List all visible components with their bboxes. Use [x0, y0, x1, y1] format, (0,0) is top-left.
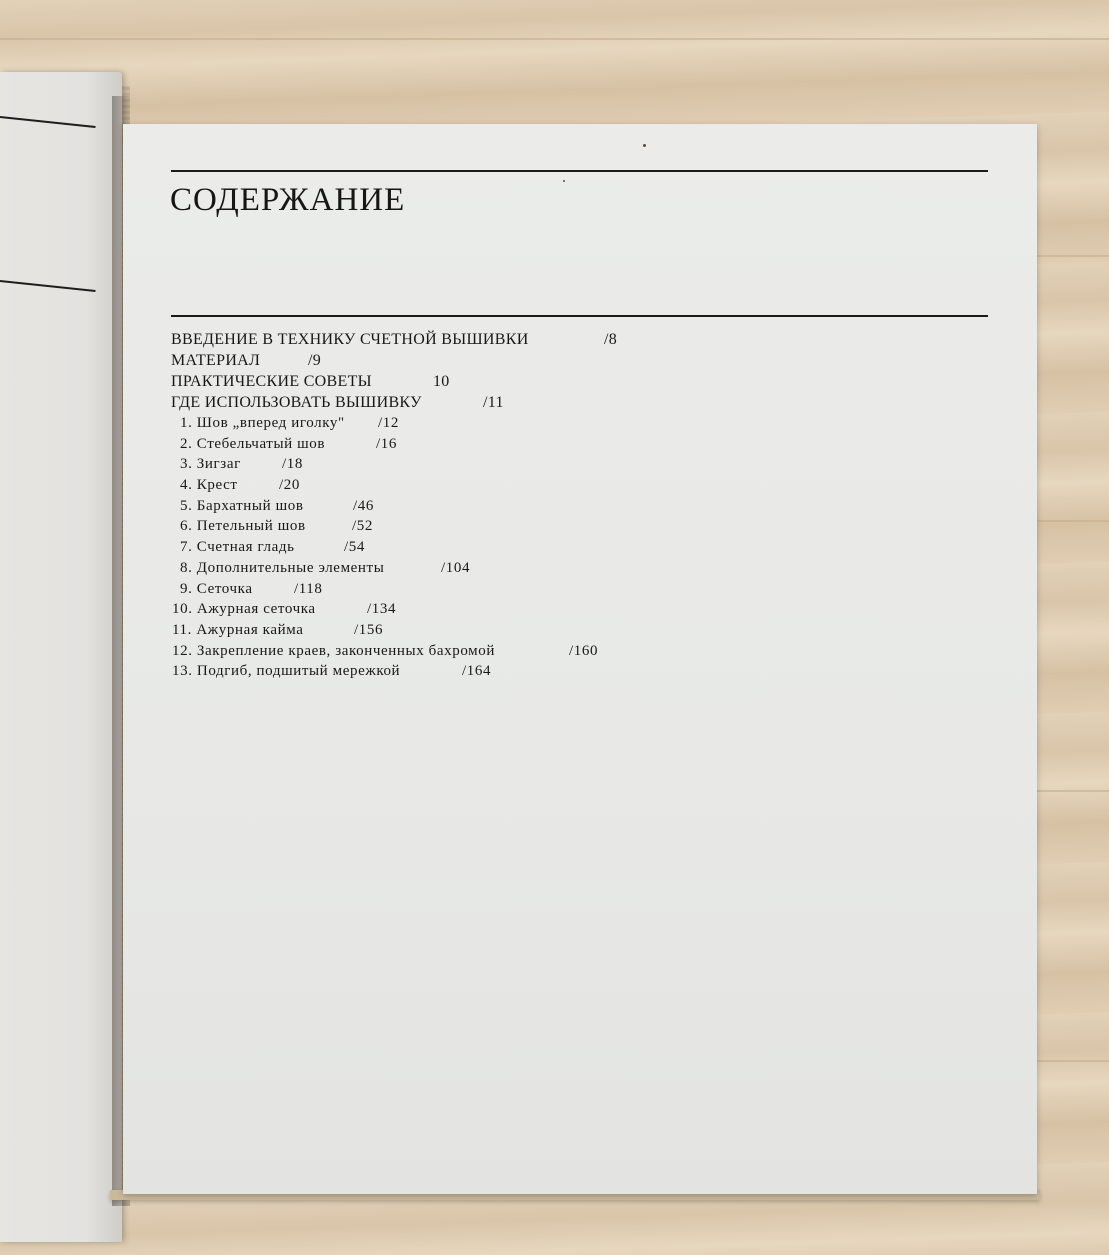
toc-entry-label: 8. Дополнительные элементы	[180, 559, 385, 576]
toc-entry-label: 3. Зигзаг	[180, 456, 241, 473]
toc-main-entry[interactable]	[171, 373, 871, 394]
toc-entry-label: 5. Бархатный шов	[180, 497, 304, 514]
toc-entry-page: /20	[279, 477, 300, 494]
toc-entry-page: /54	[344, 539, 365, 556]
toc-sub-entry[interactable]	[171, 560, 871, 581]
toc-entry-page: /8	[604, 331, 618, 348]
toc-entry-page: 10	[433, 373, 450, 390]
toc-entry-page: /46	[353, 497, 374, 514]
plank-seam	[0, 38, 1109, 40]
toc-entry-page: /18	[282, 456, 303, 473]
toc-entry-page: /104	[441, 559, 471, 576]
toc-sub-entry[interactable]	[171, 456, 871, 477]
toc-entry-page: /16	[376, 435, 397, 452]
toc-entry-label: ВВЕДЕНИЕ В ТЕХНИКУ СЧЕТНОЙ ВЫШИВКИ	[171, 331, 529, 348]
toc-entry-label: ГДЕ ИСПОЛЬЗОВАТЬ ВЫШИВКУ	[171, 394, 422, 411]
toc-entry-page: /118	[294, 580, 323, 597]
toc-sub-entry[interactable]	[171, 622, 871, 643]
toc-sub-entry[interactable]	[171, 477, 871, 498]
toc-main-entry[interactable]	[171, 331, 871, 352]
toc-entry-label: 9. Сеточка	[180, 580, 253, 597]
left-page-top-rule	[0, 116, 96, 128]
toc-entry-label: МАТЕРИАЛ	[171, 352, 261, 369]
paper-speck	[563, 180, 565, 182]
toc-sub-entry[interactable]	[171, 498, 871, 519]
left-page	[0, 72, 122, 1242]
left-page-mid-rule	[0, 280, 96, 292]
toc-sub-entry[interactable]	[171, 539, 871, 560]
page-title: СОДЕРЖАНИЕ	[170, 182, 406, 218]
toc-sub-entry[interactable]	[171, 581, 871, 602]
toc-entry-page: /12	[378, 415, 399, 431]
toc-main-entry[interactable]	[171, 394, 871, 415]
toc-sub-entry[interactable]	[171, 518, 871, 539]
toc-entry-label: 10. Ажурная сеточка	[172, 601, 316, 618]
toc-entry-page: /156	[354, 621, 384, 638]
toc-entry-page: /9	[308, 352, 322, 369]
table-of-contents	[171, 331, 871, 684]
toc-entry-label: 6. Петельный шов	[180, 518, 306, 535]
toc-entry-page: /164	[462, 663, 492, 680]
toc-entry-label: 4. Крест	[180, 477, 238, 494]
title-rule	[171, 315, 988, 317]
toc-sub-entry[interactable]	[171, 663, 871, 684]
toc-sub-entry[interactable]	[171, 415, 871, 436]
toc-entry-label: 11. Ажурная кайма	[172, 621, 304, 638]
toc-entry-label: 12. Закрепление краев, законченных бахромой	[172, 642, 495, 659]
toc-entry-label: 2. Стебельчатый шов	[180, 435, 326, 452]
right-page	[123, 124, 1037, 1194]
toc-entry-page: /52	[352, 518, 373, 535]
toc-sub-entry[interactable]	[171, 643, 871, 664]
top-rule	[171, 170, 988, 172]
toc-main-entry[interactable]	[171, 352, 871, 373]
toc-entry-label: 7. Счетная гладь	[180, 539, 295, 556]
paper-speck	[643, 144, 646, 147]
toc-entry-page: /160	[569, 642, 599, 659]
toc-entry-page: /11	[483, 394, 504, 411]
toc-entry-label: 13. Подгиб, подшитый мережкой	[172, 663, 401, 680]
toc-sub-entry[interactable]	[171, 436, 871, 457]
toc-entry-label: 1. Шов „вперед иголку"	[180, 415, 345, 431]
toc-entry-page: /134	[367, 601, 397, 618]
toc-sub-entry[interactable]	[171, 601, 871, 622]
toc-entry-label: ПРАКТИЧЕСКИЕ СОВЕТЫ	[171, 373, 372, 390]
